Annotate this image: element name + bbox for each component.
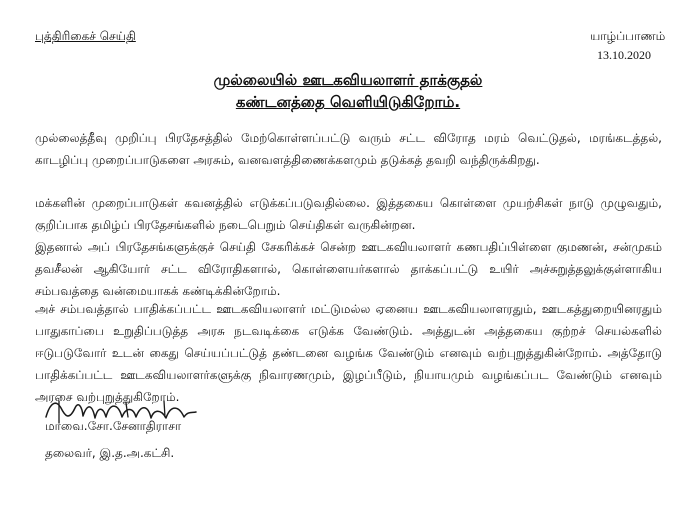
headline-line-1: முல்லையில் ஊடகவியலாளர் தாக்குதல் <box>213 71 483 89</box>
paragraph-4: அச் சம்பவத்தால் பாதிக்கப்பட்ட ஊடகவியலாளர் மட்டுமல்ல ஏனைய ஊடகவியலாளரதும், ஊடகத்துறையினரதும் பாதுகாப்பை உறுதிப்படுத்த அரசு நடவடிக்கை எடுக்க வேண்டும். அத்துடன் அத்தகைய குற்றச் செயல்களில் ஈடுபடுவோர் உடன் கைது செய்யப்பட்டுத் தண்டனை வழங்க வேண்டும் எனவும் வற்புறுத்துகின்றோம். அத்தோடு பாதிக்கப்பட்ட ஊடகவியலாளர்களுக்கு நிவாரணமும், இழப்பீடும், நியாயமும் வழங்கப்பட வேண்டும் எனவும் அரசை வற்புறுத்துகிறோம். <box>35 302 662 404</box>
release-date: 13.10.2020 <box>597 48 651 62</box>
signer-title: தலைவர், இ.த.அ.கட்சி. <box>45 446 175 460</box>
paragraph-1: முல்லைத்தீவு முறிப்பு பிரதேசத்தில் மேற்கொள்ளப்பட்டு வரும் சட்ட விரோத மரம் வெட்டுதல், மரங்கடத்தல், காடழிப்பு முறைப்பாடுகளை அரசும், வனவளத்திணைக்களமும் தடுக்கத் தவறி வந்திருக்கிறது. <box>35 131 662 167</box>
headline <box>168 69 528 113</box>
headline-line-2: கண்டனத்தை வெளியிடுகிறோம். <box>235 93 461 111</box>
paragraph-3: இதனால் அப் பிரதேசங்களுக்குச் செய்தி சேகரிக்கச் சென்ற ஊடகவியலாளர் கணபதிப்பிள்ளை குமணன், சன்முகம் தவசீலன் ஆகியோர் சட்ட விரோதிகளால், கொள்ளையர்களால் தாக்கப்பட்டு உயிர் அச்சுறுத்தலுக்குள்ளாகிய சம்பவத்தை வன்மையாகக் கண்டிக்கின்றோம். <box>35 240 662 298</box>
paragraph-2: மக்களின் முறைப்பாடுகள் கவனத்தில் எடுக்கப்படுவதில்லை. இத்தகைய கொள்ளை முயற்சிகள் நாடு முழுவதும், குறிப்பாக தமிழ்ப் பிரதேசங்களில் நடைபெறும் செய்திகள் வருகின்றன. <box>35 196 662 232</box>
location-label: யாழ்ப்பாணம் <box>590 29 666 43</box>
press-release-label: புத்திரிகைச் செய்தி <box>35 29 136 43</box>
signer-name: மாவை.சோ.சேனாதிராசா <box>45 419 182 433</box>
